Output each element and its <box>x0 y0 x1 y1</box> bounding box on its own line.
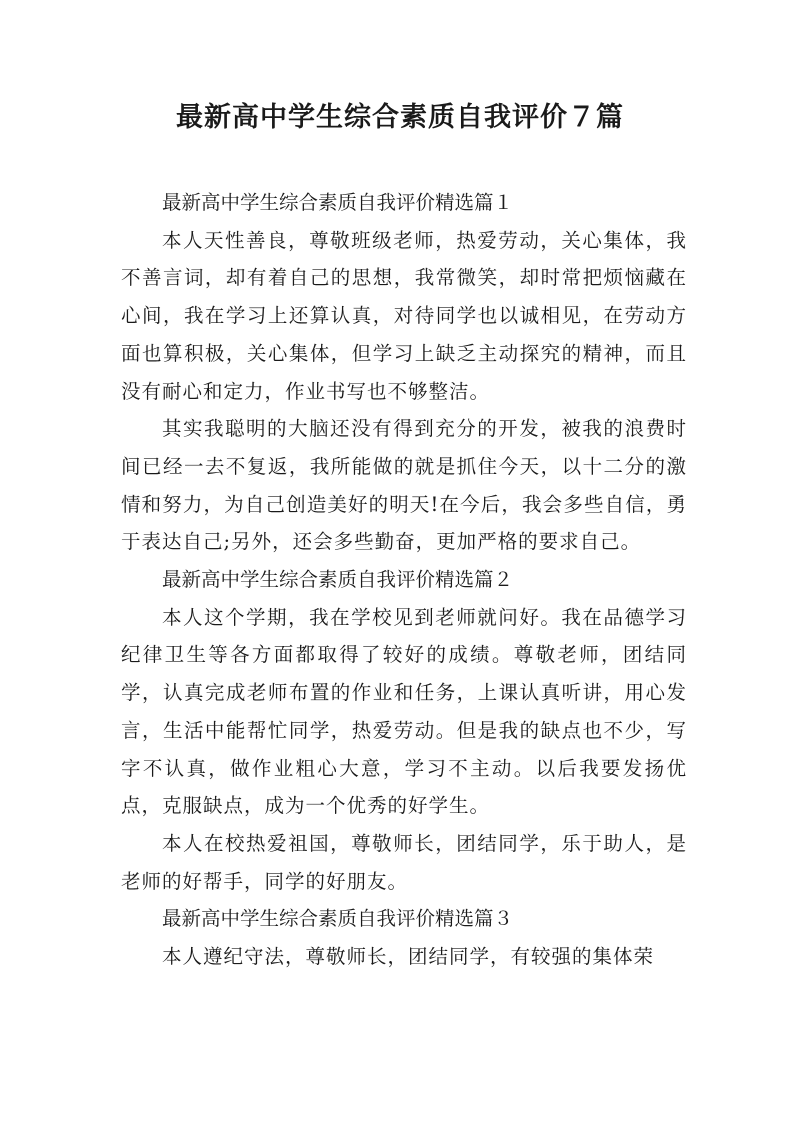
paragraph-1-1: 本人天性善良，尊敬班级老师，热爱劳动，关心集体，我不善言词，却有着自己的思想，我常微笑，却时常把烦恼藏在心间，我在学习上还算认真，对待同学也以诚相见，在劳动方面也算积极，关心集体，但学习上缺乏主动探究的精神，而且没有耐心和定力，作业书写也不够整洁。 <box>121 228 687 403</box>
paragraph-3-1: 本人遵纪守法，尊敬师长，团结同学，有较强的集体荣 <box>161 945 654 969</box>
section-heading-2: 最新高中学生综合素质自我评价精选篇２ <box>161 568 513 592</box>
section-heading-1: 最新高中学生综合素质自我评价精选篇１ <box>161 191 513 214</box>
document-body <box>121 184 687 976</box>
paragraph-2-2: 本人在校热爱祖国，尊敬师长，团结同学，乐于助人，是老师的好帮手，同学的好朋友。 <box>121 831 687 893</box>
section-heading-3: 最新高中学生综合素质自我评价精选篇３ <box>161 907 513 931</box>
paragraph-1-2: 其实我聪明的大脑还没有得到充分的开发，被我的浪费时间已经一去不复返，我所能做的就是抓住今天，以十二分的激情和努力，为自己创造美好的明天!在今后，我会多些自信，勇于表达自己;另外，还会多些勤奋，更加严格的要求自己。 <box>121 417 687 554</box>
paragraph-2-1: 本人这个学期，我在学校见到老师就问好。我在品德学习纪律卫生等各方面都取得了较好的成绩。尊敬老师，团结同学，认真完成老师布置的作业和任务，上课认真听讲，用心发言，生活中能帮忙同学，热爱劳动。但是我的缺点也不少，写字不认真，做作业粗心大意，学习不主动。以后我要发扬优点，克服缺点，成为一个优秀的好学生。 <box>121 605 687 818</box>
document-title: 最新高中学生综合素质自我评价７篇 <box>176 102 624 133</box>
